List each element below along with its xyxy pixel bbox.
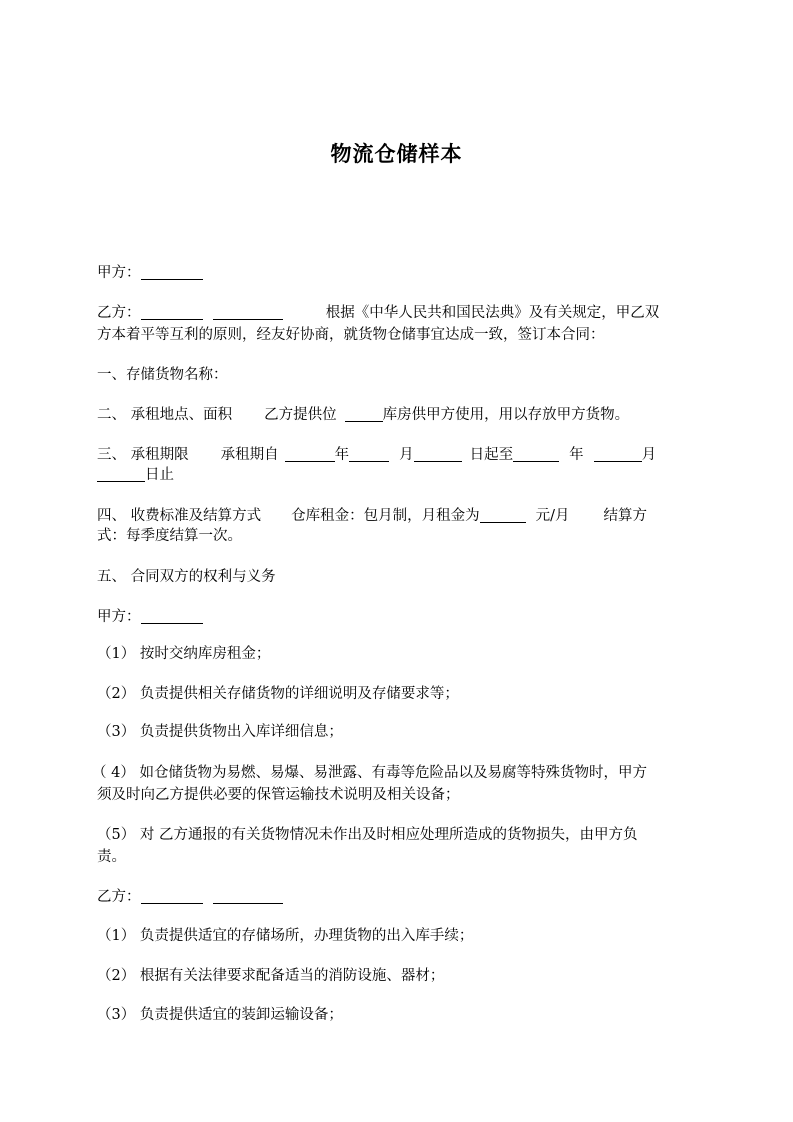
section-3-line-1 bbox=[97, 444, 707, 466]
year-label: 年 bbox=[334, 447, 350, 463]
day-from-label: 日起至 bbox=[469, 447, 514, 463]
party-b-blank-2[interactable] bbox=[213, 303, 283, 320]
party-a-item-5-line-1: （5） 对 乙方通报的有关货物情况未作出及时相应处理所造成的货物损失，由甲方负 bbox=[97, 827, 638, 843]
party-b-intro-line bbox=[97, 302, 707, 324]
section-3-heading: 三、 承租期限 bbox=[97, 447, 189, 463]
section-2-text-b: 库房供甲方使用，用以存放甲方货物。 bbox=[382, 407, 630, 423]
party-b-blank-3[interactable] bbox=[141, 887, 203, 904]
party-b-blank-4[interactable] bbox=[213, 887, 283, 904]
party-b-label-2: 乙方： bbox=[97, 889, 141, 905]
section-2-line bbox=[97, 404, 707, 426]
intro-text-line-2: 方本着平等互利的原则，经友好协商，就货物仓储事宜达成一致，签订本合同： bbox=[97, 327, 605, 343]
lease-from-label: 承租期自 bbox=[220, 447, 279, 463]
rent-text: 仓库租金：包月制，月租金为 bbox=[291, 508, 480, 524]
start-year-blank[interactable] bbox=[285, 445, 335, 462]
intro-text: 根据《中华人民共和国民法典》及有关规定，甲乙双 bbox=[325, 305, 660, 321]
end-year-blank[interactable] bbox=[513, 445, 559, 462]
party-b-obligations-line bbox=[97, 886, 707, 908]
section-4-heading: 四、 收费标准及结算方式 bbox=[97, 508, 262, 524]
party-a-label: 甲方： bbox=[97, 265, 141, 281]
month-label-2: 月 bbox=[641, 447, 657, 463]
document-title: 物流仓储样本 bbox=[330, 142, 463, 166]
party-a-item-4-line-2: 须及时向乙方提供必要的保管运输技术说明及相关设备； bbox=[97, 787, 460, 803]
party-a-item-4-line-1: （ 4） 如仓储货物为易燃、易爆、易泄露、有毒等危险品以及易腐等特殊货物时，甲方 bbox=[92, 765, 647, 781]
party-a-item-1: （1） 按时交纳库房租金； bbox=[97, 646, 271, 662]
party-b-item-2: （2） 根据有关法律要求配备适当的消防设施、器材； bbox=[97, 968, 445, 984]
party-a-line bbox=[97, 262, 707, 284]
section-3-line-2 bbox=[97, 464, 707, 486]
party-b-item-1: （1） 负责提供适宜的存储场所，办理货物的出入库手续； bbox=[97, 928, 474, 944]
party-b-label: 乙方： bbox=[97, 305, 141, 321]
start-month-blank[interactable] bbox=[349, 445, 389, 462]
party-b-blank-1[interactable] bbox=[141, 303, 203, 320]
location-blank[interactable] bbox=[345, 405, 383, 422]
start-day-blank[interactable] bbox=[414, 445, 462, 462]
section-4-line-1 bbox=[97, 505, 707, 527]
section-1-goods-name: 一、存储货物名称： bbox=[97, 367, 228, 383]
party-b-item-3: （3） 负责提供适宜的装卸运输设备； bbox=[97, 1007, 343, 1023]
settlement-text: 结算方 bbox=[603, 508, 647, 524]
section-2-text-a: 乙方提供位 bbox=[264, 407, 337, 423]
section-2-heading: 二、 承租地点、面积 bbox=[97, 407, 233, 423]
party-a-item-5-line-2: 责。 bbox=[97, 849, 126, 865]
day-end-label: 日止 bbox=[145, 467, 174, 483]
party-a-blank-2[interactable] bbox=[141, 607, 203, 624]
party-a-label-2: 甲方： bbox=[97, 609, 141, 625]
party-a-blank[interactable] bbox=[141, 263, 203, 280]
party-a-item-3: （3） 负责提供货物出入库详细信息； bbox=[97, 724, 343, 740]
year-label-2: 年 bbox=[569, 447, 584, 463]
section-5-heading: 五、 合同双方的权利与义务 bbox=[97, 569, 276, 585]
month-label: 月 bbox=[399, 447, 414, 463]
party-a-obligations-line bbox=[97, 606, 707, 628]
section-4-line-2: 式：每季度结算一次。 bbox=[97, 528, 242, 544]
end-month-blank[interactable] bbox=[594, 445, 642, 462]
rent-unit: 元/月 bbox=[535, 508, 570, 524]
end-day-blank[interactable] bbox=[97, 465, 145, 482]
monthly-rent-blank[interactable] bbox=[480, 506, 526, 523]
party-a-item-2: （2） 负责提供相关存储货物的详细说明及存储要求等； bbox=[97, 686, 459, 702]
